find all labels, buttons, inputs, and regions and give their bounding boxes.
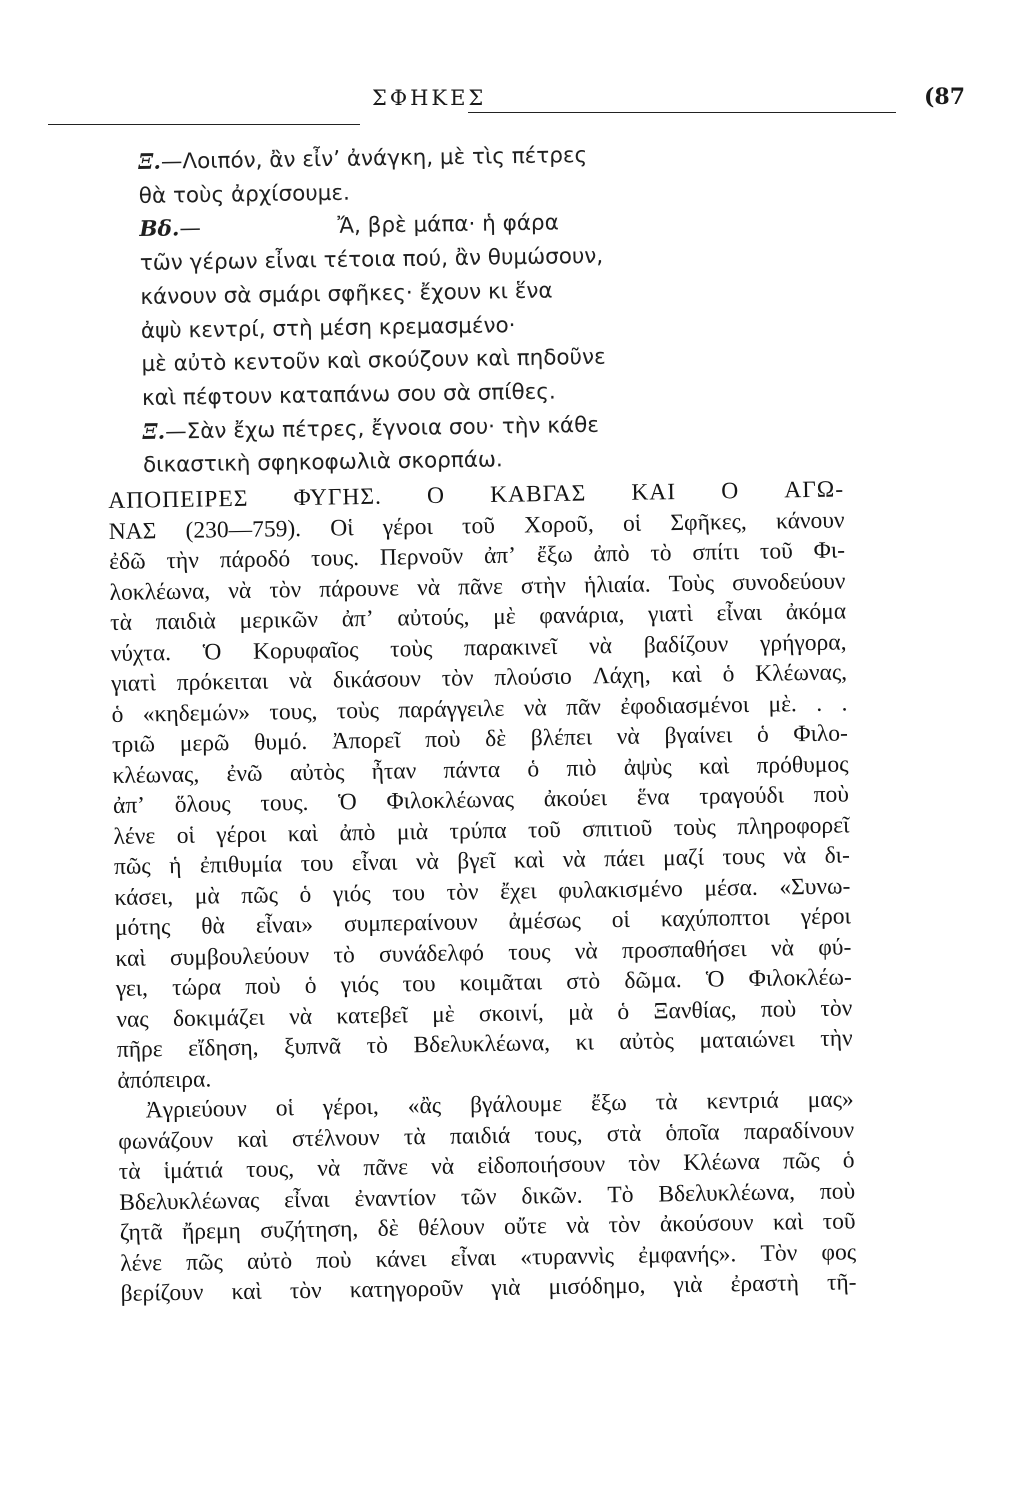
word: ὅλους (174, 791, 231, 818)
word: τὸν (628, 1150, 661, 1177)
dialogue-text: — Ἄ, βρὲ μάπα· ἡ φάρα (179, 210, 559, 242)
word: μότης (114, 914, 171, 941)
word: Περνοῦν (379, 543, 464, 571)
word: κι (575, 1029, 595, 1056)
word: τους, (245, 1156, 295, 1183)
word: ΚΑΒΓΑΣ (489, 480, 587, 508)
word: γέροι, (322, 1093, 379, 1121)
word: καὶ (772, 1209, 804, 1236)
dialogue-block (138, 134, 748, 478)
speaker-label: Ξ. (142, 419, 166, 445)
word: ποὺ (316, 1246, 352, 1274)
word: Λάχη, (592, 662, 651, 690)
word: τοὺς (336, 697, 380, 724)
word: νὰ (588, 632, 613, 659)
word: θὰ (201, 913, 226, 940)
word: δὲ (377, 1215, 399, 1242)
word: αὐτὸ (246, 1247, 293, 1275)
word: Τὸ (607, 1181, 634, 1208)
word: ἔξω (536, 541, 573, 569)
word: πάροδό (219, 546, 291, 574)
word: τους (508, 938, 551, 966)
word: θυμό. (253, 728, 308, 756)
word: τὸν (289, 1277, 322, 1305)
word: δι- (824, 842, 851, 869)
word: εἴδηση, (187, 1034, 259, 1062)
word: ὁ (111, 701, 124, 728)
dialogue-line (143, 447, 503, 478)
word: τοῦ (759, 538, 793, 565)
word: του (300, 850, 334, 878)
word: Οἱ (330, 514, 354, 542)
word: ζητᾶ (119, 1219, 163, 1246)
word: τὰ (655, 1089, 678, 1116)
word: πάρουνε (319, 574, 400, 603)
word: κλέωνας, (112, 761, 200, 789)
word: μερικῶν (239, 606, 319, 634)
word: βερίζουν (120, 1279, 204, 1307)
word: πληροφορεῖ (737, 811, 850, 840)
word: στὰ (606, 1120, 642, 1147)
word: ὁποῖα (665, 1118, 720, 1146)
word: καὶ (671, 661, 702, 689)
word: νὰ (415, 848, 440, 876)
word: φωνάζουν (118, 1126, 214, 1155)
word: τους, (269, 698, 318, 725)
dialogue-text: μὲ αὐτὸ κεντοῦν καὶ σκούζουν καὶ πηδοῦνε (141, 344, 606, 377)
word: ἐφοδιασμένοι (620, 691, 750, 720)
word: Βδελυκλέωνα, (413, 1030, 551, 1059)
word: παραδίνουν (743, 1116, 855, 1145)
word: βαδίζουν (643, 630, 729, 659)
word: συνοδεύουν (731, 567, 846, 596)
word: . (816, 690, 823, 717)
word: Φιλοκλέω- (748, 964, 852, 992)
word: βγάλουμε (469, 1090, 563, 1119)
word: οὔτε (503, 1213, 547, 1240)
word: μὲ. (768, 690, 798, 718)
dialogue-line (138, 143, 587, 175)
word: συνάδελφό (378, 939, 485, 968)
header-rule-right (468, 112, 896, 113)
word: τὸ (650, 540, 672, 567)
word: ἐραστὴ (730, 1270, 800, 1298)
word: ποὺ (424, 726, 461, 754)
word: πῶς (185, 1248, 223, 1276)
word: ἱμάτιά (163, 1157, 224, 1185)
word: νὰ (288, 667, 313, 695)
word: γιατὶ (110, 670, 157, 697)
word: πῶς (782, 1147, 820, 1175)
word: κάνει (375, 1245, 427, 1273)
word: νὰ (574, 937, 598, 965)
word: στὸ (566, 968, 601, 995)
word: αὐτὸς (289, 758, 345, 786)
word: τὸ (366, 1032, 389, 1060)
dialogue-line (142, 379, 556, 410)
word: κατηγοροῦν (349, 1275, 464, 1304)
word: ὁ (756, 721, 769, 748)
word: τὴν (820, 1025, 853, 1052)
word: τὸν (441, 665, 474, 692)
dialogue-text: τῶν γέρων εἶναι τέτοια πού, ἂν θυμώσουν, (139, 243, 604, 276)
word: εἶναι» (255, 911, 314, 939)
word: Σφῆκες, (670, 508, 747, 536)
word: ἀκόμα (785, 598, 847, 626)
dialogue-text: ἀψὺ κεντρί, στὴ μέση κρεμασμένο· (140, 313, 516, 344)
word: Ὁ (202, 638, 222, 666)
word: τὸν (446, 878, 479, 906)
word: λοκλέωνα, (109, 577, 211, 606)
word: πᾶν (565, 693, 602, 721)
word: καὶ (287, 820, 319, 847)
word: δῶμα. (624, 967, 682, 994)
word: γιὰ (491, 1274, 521, 1302)
word: βγεῖ (457, 847, 496, 875)
word: μισόδημο, (548, 1272, 646, 1301)
word: εἶναι (351, 849, 398, 877)
word: μὰ (194, 882, 220, 910)
word: ΦΥΓΗΣ. (293, 483, 383, 512)
word: ποὺ (245, 973, 281, 1000)
word: κάνουν (775, 506, 845, 535)
word: συμπεραίνουν (343, 909, 478, 938)
speaker-label: Βδ. (139, 216, 180, 242)
word: ἐπιθυμία (199, 851, 283, 879)
word: πιὸ (566, 754, 597, 782)
word: δοκιμάζει (172, 1004, 265, 1032)
word: τὰ (109, 609, 133, 636)
word: καὶ (513, 847, 545, 874)
word: τὴν (166, 547, 200, 575)
word: ΚΑΙ (631, 479, 677, 506)
dialogue-line (139, 181, 350, 209)
word: καὶ (115, 944, 146, 972)
word: (230—759). (185, 515, 302, 544)
word: μερῶ (179, 730, 230, 757)
word: παρακινεῖ (463, 633, 558, 661)
word: ἀπ’ (112, 792, 146, 819)
word: πῶς (241, 881, 279, 909)
word: Ὁ (705, 966, 725, 993)
word: «Συνω- (779, 872, 851, 901)
word: Ὁ (337, 789, 357, 816)
word: τρύπα (449, 817, 507, 845)
word: ἔξω (590, 1089, 627, 1117)
word: ἐμφανής». (637, 1240, 737, 1269)
dialogue-line (140, 244, 604, 276)
dialogue-line (141, 313, 516, 344)
word: ἀκούει (543, 785, 608, 813)
word: ΑΠΟΠΕΙΡΕΣ (108, 485, 249, 514)
word: οἱ (176, 822, 195, 849)
word: ἀμέσως (508, 907, 582, 935)
word: ἐδῶ (108, 548, 146, 575)
word: ποὺ (813, 781, 850, 808)
word: τους (722, 843, 765, 871)
word: δὲ (484, 725, 507, 753)
word: ἡ (168, 852, 182, 880)
word: πρόθυμος (756, 750, 849, 779)
word: νὰ (523, 694, 547, 721)
word: φανάρια, (539, 601, 625, 630)
word: ἀπ’ (483, 542, 517, 570)
word: γιός (332, 880, 371, 908)
word: στέλνουν (291, 1124, 380, 1152)
word: δικῶν. (521, 1182, 583, 1210)
word: καὶ (231, 1278, 262, 1306)
word: γέροι (216, 821, 267, 848)
word: φύ- (818, 933, 852, 961)
word: κατεβεῖ (336, 1001, 408, 1029)
word: νὰ (317, 1155, 341, 1182)
word: βλέπει (530, 724, 593, 752)
word: τους, (534, 1121, 583, 1148)
word: πᾶνε (457, 573, 504, 601)
word: Κλέωνα (683, 1148, 761, 1177)
word: νὰ (782, 843, 807, 870)
word: μέσα. (704, 874, 758, 902)
word: «τυραννὶς (520, 1242, 615, 1271)
word: νὰ (566, 1212, 590, 1239)
word: τοῦ (822, 1208, 856, 1235)
word: αὐτὸς (619, 1028, 675, 1056)
word: νὰ (416, 574, 441, 601)
word: ἀψὺς (623, 753, 672, 781)
word: ἀπ’ (341, 605, 374, 633)
word: πλούσιο (494, 663, 573, 691)
word: ΝΑΣ (108, 517, 157, 545)
dialogue-text: δικαστικὴ σφηκοφωλιὰ σκορπάω. (142, 447, 503, 478)
word: γιατὶ (647, 600, 694, 628)
word: φος (821, 1238, 857, 1266)
word: τριῶ (111, 731, 156, 758)
word: νὰ (770, 934, 795, 962)
word: ὁ (842, 1147, 855, 1174)
word: νὰ (616, 723, 640, 751)
word: λένε (120, 1249, 163, 1277)
word: Φιλοκλέωνας (386, 786, 515, 815)
word: σπιτιοῦ (582, 814, 653, 843)
word: Φιλο- (793, 720, 849, 748)
word: θέλουν (417, 1214, 485, 1242)
word: δικάσουν (332, 666, 422, 694)
word: εἰδοποιήσουν (477, 1151, 606, 1180)
dialogue-text: —Σὰν ἔχω πέτρες, ἔγνοια σου· τὴν κάθε (164, 412, 600, 445)
word: παράγγειλε (398, 695, 505, 723)
word: συζήτηση, (260, 1216, 359, 1244)
word: τώρα (171, 974, 222, 1002)
word: τοῦ (461, 512, 496, 539)
word: νὰ (562, 846, 586, 873)
word: ἀπὸ (339, 819, 376, 846)
word: φυλακισμένο (558, 875, 684, 904)
word: Βδελυκλέωνα, (658, 1178, 796, 1207)
word: ποὺ (760, 995, 797, 1023)
dialogue-line (142, 413, 599, 445)
word: τὸν (820, 994, 853, 1022)
word: Τὸν (760, 1239, 798, 1267)
word: τῶν (460, 1183, 497, 1211)
word: ὁ (304, 972, 317, 999)
word: μὰ (567, 998, 594, 1026)
word: γρήγορα, (759, 628, 847, 657)
text-line: ἀπόπειρα. (117, 1065, 212, 1094)
word: ἐναντίον (354, 1184, 437, 1212)
word: ποὺ (819, 1177, 856, 1205)
dialogue-line (140, 279, 553, 310)
word: τους. (260, 789, 309, 817)
word: τους. (310, 545, 360, 572)
word: του (402, 970, 436, 998)
word: νὰ (288, 1003, 313, 1030)
word: σπίτι (692, 539, 740, 566)
word: Βδελυκλέωνας (119, 1187, 260, 1216)
word: συμβουλεύουν (169, 942, 310, 971)
word: προσπαθήσει (621, 935, 747, 964)
running-header-title: ΣΦΗΚΕΣ (372, 86, 487, 110)
word: εἶναι (283, 1186, 330, 1213)
word: καχύποπτοι (660, 904, 771, 933)
word: οἱ (275, 1095, 294, 1122)
word: ματαιώνει (699, 1026, 795, 1054)
word: παιδιὰ (155, 608, 217, 636)
word: ἀκούσουν (659, 1209, 754, 1238)
page-number: (87 (924, 84, 966, 110)
word: Τοὺς (668, 569, 715, 597)
dialogue-text: κάνουν σὰ σμάρι σφῆκες· ἔχουν κι ἕνα (140, 278, 553, 310)
word: ὁ (527, 755, 540, 782)
word: γει, (115, 975, 149, 1002)
word: μας» (807, 1086, 854, 1114)
word: μαζί (662, 844, 705, 872)
word: . (841, 689, 848, 717)
word: Κλέωνας, (754, 659, 848, 687)
word: παιδιά (449, 1122, 511, 1150)
speaker-label: Ξ. (138, 149, 162, 175)
word: τῆ- (826, 1269, 857, 1296)
word: ὁ (299, 881, 312, 908)
word: μιὰ (396, 818, 429, 846)
word: «ἂς (407, 1092, 442, 1120)
word: πρόκειται (176, 668, 269, 696)
word: ἀπὸ (593, 540, 630, 568)
word: πῆρε (116, 1036, 163, 1063)
word: Κορυφαῖος (252, 636, 359, 665)
word: καὶ (698, 752, 730, 780)
word: εἶναι (450, 1244, 497, 1272)
word: κεντριά (706, 1087, 779, 1115)
word: λένε (113, 822, 156, 850)
word: καὶ (237, 1126, 268, 1153)
word: Ο (721, 478, 740, 505)
word: τοὺς (389, 635, 433, 663)
word: «κηδεμών» (142, 699, 251, 727)
word: ΑΓΩ- (784, 476, 845, 504)
word: τὸν (269, 576, 302, 603)
word: νας (116, 1005, 149, 1033)
word: οἱ (611, 906, 631, 934)
word: τὰ (403, 1123, 426, 1150)
word: αὐτούς, (397, 604, 470, 632)
word: γιός (340, 971, 379, 999)
word: τραγούδι (699, 782, 785, 810)
word: μὲ (492, 603, 516, 630)
word: Φι- (813, 537, 846, 564)
word: πῶς (113, 853, 151, 880)
word: νὰ (228, 577, 252, 604)
word: ὁ (617, 998, 630, 1025)
word: νὰ (430, 1153, 455, 1181)
word: Ἀγριεύουν (145, 1095, 247, 1124)
word: πᾶνε (363, 1154, 409, 1182)
word: ἡλιαία. (583, 570, 651, 599)
word: ἕνα (636, 784, 670, 811)
word: γέροι (800, 903, 852, 931)
word: Ο (426, 482, 446, 509)
word: νύχτα. (110, 639, 172, 667)
word: ἦταν (371, 757, 417, 785)
dialogue-text: θὰ τοὺς ἀρχίσουμε. (138, 180, 351, 209)
dialogue-text: —Λοιπόν, ἂν εἶν’ ἀνάγκη, μὲ τὶς πέτρες (160, 142, 588, 175)
word: Χοροῦ, (523, 510, 595, 538)
word: σκοινί, (478, 999, 544, 1027)
word: εἶναι (716, 599, 763, 627)
word: τοὺς (673, 813, 717, 841)
word: πάει (603, 845, 645, 873)
word: τοῦ (527, 816, 562, 843)
header-rule-left (48, 124, 360, 125)
word: ἤρεμη (181, 1218, 242, 1245)
word: γιὰ (673, 1271, 703, 1299)
word: μὲ (431, 1001, 455, 1028)
word: κάσει, (114, 883, 174, 911)
word: βγαίνει (664, 722, 733, 750)
word: τὰ (118, 1158, 141, 1185)
word: οἱ (622, 510, 642, 537)
word: Ξανθίας, (653, 996, 737, 1024)
word: ἔχει (499, 877, 537, 905)
word: του (392, 879, 426, 907)
word: γέροι (382, 513, 434, 541)
dialogue-line (139, 210, 559, 242)
word: ὁ (722, 661, 735, 688)
word: τὸν (608, 1211, 641, 1239)
dialogue-line (141, 345, 606, 377)
word: ξυπνᾶ (283, 1033, 342, 1061)
word: στὴν (520, 572, 567, 600)
word: κοιμᾶται (459, 969, 543, 997)
dialogue-text: καὶ πέφτουν καταπάνω σου σὰ σπίθες. (141, 379, 556, 411)
word: Ἀπορεῖ (331, 727, 401, 755)
word: τὸ (333, 941, 355, 969)
word: ἐνῶ (226, 760, 263, 787)
word: πάντα (443, 756, 501, 784)
